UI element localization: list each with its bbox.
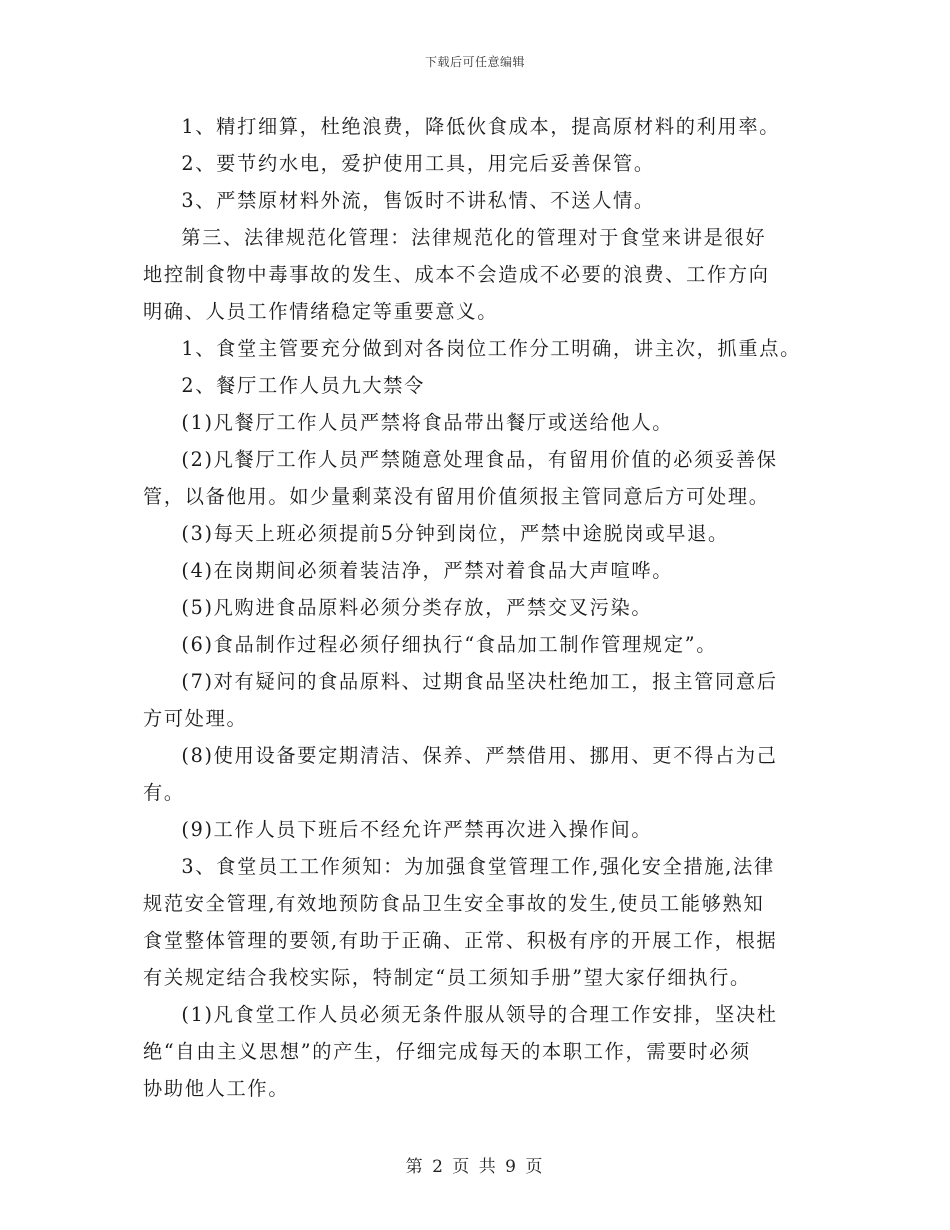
paragraph-line: 明确、人员工作情绪稳定等重要意义。	[143, 300, 499, 323]
paragraph	[143, 182, 818, 219]
paragraph	[143, 330, 818, 367]
paragraph	[143, 663, 818, 737]
paragraph-line: 2、餐厅工作人员九大禁令	[181, 374, 426, 397]
paragraph	[143, 515, 818, 552]
paragraph-line: 3、严禁原材料外流，售饭时不讲私情、不送人情。	[181, 189, 655, 212]
paragraph	[143, 219, 818, 330]
paragraph-line: (9)工作人员下班后不经允许严禁再次进入操作间。	[181, 818, 653, 841]
paragraph	[143, 589, 818, 626]
paragraph-line: 1、精打细算，杜绝浪费，降低伙食成本，提高原材料的利用率。	[181, 115, 781, 138]
paragraph-line: 规范安全管理,有效地预防食品卫生安全事故的发生,使员工能够熟知	[143, 892, 765, 915]
paragraph	[143, 367, 818, 404]
paragraph-line: 管，以备他用。如少量剩菜没有留用价值须报主管同意后方可处理。	[143, 485, 770, 508]
page-header: 下载后可任意编辑	[424, 55, 525, 69]
paragraph	[143, 404, 818, 441]
paragraph-line: 食堂整体管理的要领,有助于正确、正常、积极有序的开展工作，根据	[143, 929, 778, 952]
paragraph-line: (1)凡餐厅工作人员严禁将食品带出餐厅或送给他人。	[181, 411, 674, 434]
paragraph	[143, 811, 818, 848]
paragraph	[143, 848, 818, 996]
paragraph	[143, 996, 818, 1107]
paragraph-line: 第三、法律规范化管理：法律规范化的管理对于食堂来讲是很好	[181, 226, 767, 249]
paragraph	[143, 552, 818, 589]
paragraph-line: (1)凡食堂工作人员必须无条件服从领导的合理工作安排，坚决杜	[181, 1003, 778, 1026]
paragraph-line: 有。	[143, 781, 185, 804]
paragraph-line: 地控制食物中毒事故的发生、成本不会造成不必要的浪费、工作方向	[143, 263, 770, 286]
paragraph-line: (4)在岗期间必须着装洁净，严禁对着食品大声喧哗。	[181, 559, 674, 582]
paragraph	[143, 626, 818, 663]
paragraph-line: 1、食堂主管要充分做到对各岗位工作分工明确，讲主次，抓重点。	[181, 337, 802, 360]
paragraph	[143, 737, 818, 811]
paragraph-line: (7)对有疑问的食品原料、过期食品坚决杜绝加工，报主管同意后	[181, 670, 778, 693]
paragraph-line: 绝“自由主义思想”的产生，仔细完成每天的本职工作，需要时必须	[143, 1040, 751, 1063]
paragraph-line: (6)食品制作过程必须仔细执行“食品加工制作管理规定”。	[181, 633, 718, 656]
paragraph-line: (3)每天上班必须提前5分钟到岗位，严禁中途脱岗或早退。	[181, 522, 729, 545]
paragraph	[143, 441, 818, 515]
paragraph-line: 2、要节约水电，爱护使用工具，用完后妥善保管。	[181, 152, 655, 175]
document-body	[143, 108, 818, 1107]
paragraph-line: (8)使用设备要定期清洁、保养、严禁借用、挪用、更不得占为己	[181, 744, 778, 767]
page-footer: 第 2 页 共 9 页	[405, 1157, 545, 1177]
paragraph-line: 方可处理。	[143, 707, 248, 730]
paragraph-line: 协助他人工作。	[143, 1077, 290, 1100]
paragraph	[143, 145, 818, 182]
paragraph-line: (5)凡购进食品原料必须分类存放，严禁交叉污染。	[181, 596, 653, 619]
paragraph-line: 有关规定结合我校实际，特制定“员工须知手册”望大家仔细执行。	[143, 966, 751, 989]
paragraph-line: 3、食堂员工工作须知：为加强食堂管理工作,强化安全措施,法律	[181, 855, 775, 878]
paragraph	[143, 108, 818, 145]
paragraph-line: (2)凡餐厅工作人员严禁随意处理食品，有留用价值的必须妥善保	[181, 448, 778, 471]
